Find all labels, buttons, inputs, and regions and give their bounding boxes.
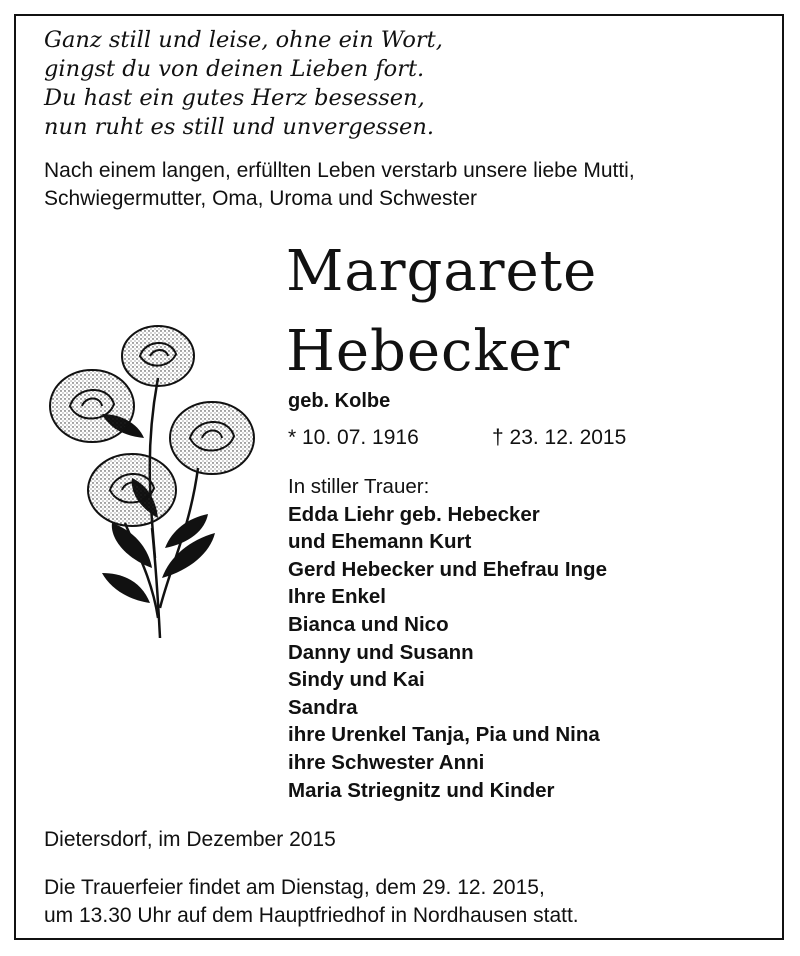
- mourner: ihre Urenkel Tanja, Pia und Nina: [288, 723, 600, 747]
- poem-line: Ganz still und leise, ohne ein Wort,: [44, 27, 443, 53]
- intro-line: Schwiegermutter, Oma, Uroma und Schwester: [44, 187, 478, 210]
- mourner: und Ehemann Kurt: [288, 530, 472, 554]
- mourner: ihre Schwester Anni: [288, 750, 485, 774]
- intro-text: [44, 157, 635, 213]
- poem: [44, 26, 443, 142]
- mourner: Maria Striegnitz und Kinder: [288, 778, 555, 802]
- mourner: Sindy und Kai: [288, 668, 425, 692]
- birth-date: * 10. 07. 1916: [288, 426, 419, 449]
- poem-line: Du hast ein gutes Herz besessen,: [44, 85, 425, 111]
- life-dates: [288, 426, 627, 450]
- mourner: Edda Liehr geb. Hebecker: [288, 502, 540, 526]
- mourner: Bianca und Nico: [288, 612, 449, 636]
- poem-line: gingst du von deinen Lieben fort.: [44, 56, 425, 82]
- death-date: † 23. 12. 2015: [492, 426, 627, 449]
- maiden-name: geb. Kolbe: [288, 390, 391, 412]
- intro-line: Nach einem langen, erfüllten Leben verstarb unsere liebe Mutti,: [44, 159, 635, 182]
- deceased-name: [286, 232, 597, 392]
- place-and-date: Dietersdorf, im Dezember 2015: [44, 828, 336, 851]
- mourning-lead: In stiller Trauer:: [288, 475, 430, 498]
- poem-line: nun ruht es still und unvergessen.: [44, 114, 434, 140]
- funeral-line: um 13.30 Uhr auf dem Hauptfriedhof in Nordhausen statt.: [44, 904, 579, 927]
- mourner: Sandra: [288, 695, 358, 719]
- mourner: Gerd Hebecker und Ehefrau Inge: [288, 557, 607, 581]
- funeral-line: Die Trauerfeier findet am Dienstag, dem 29. 12. 2015,: [44, 876, 545, 899]
- last-name: Hebecker: [286, 319, 571, 384]
- mourner: Danny und Susann: [288, 640, 474, 664]
- roses-illustration-icon: [40, 318, 280, 638]
- mourner: Ihre Enkel: [288, 585, 386, 609]
- first-name: Margarete: [286, 239, 598, 304]
- funeral-info: [44, 874, 579, 930]
- mourners-list: [288, 473, 607, 804]
